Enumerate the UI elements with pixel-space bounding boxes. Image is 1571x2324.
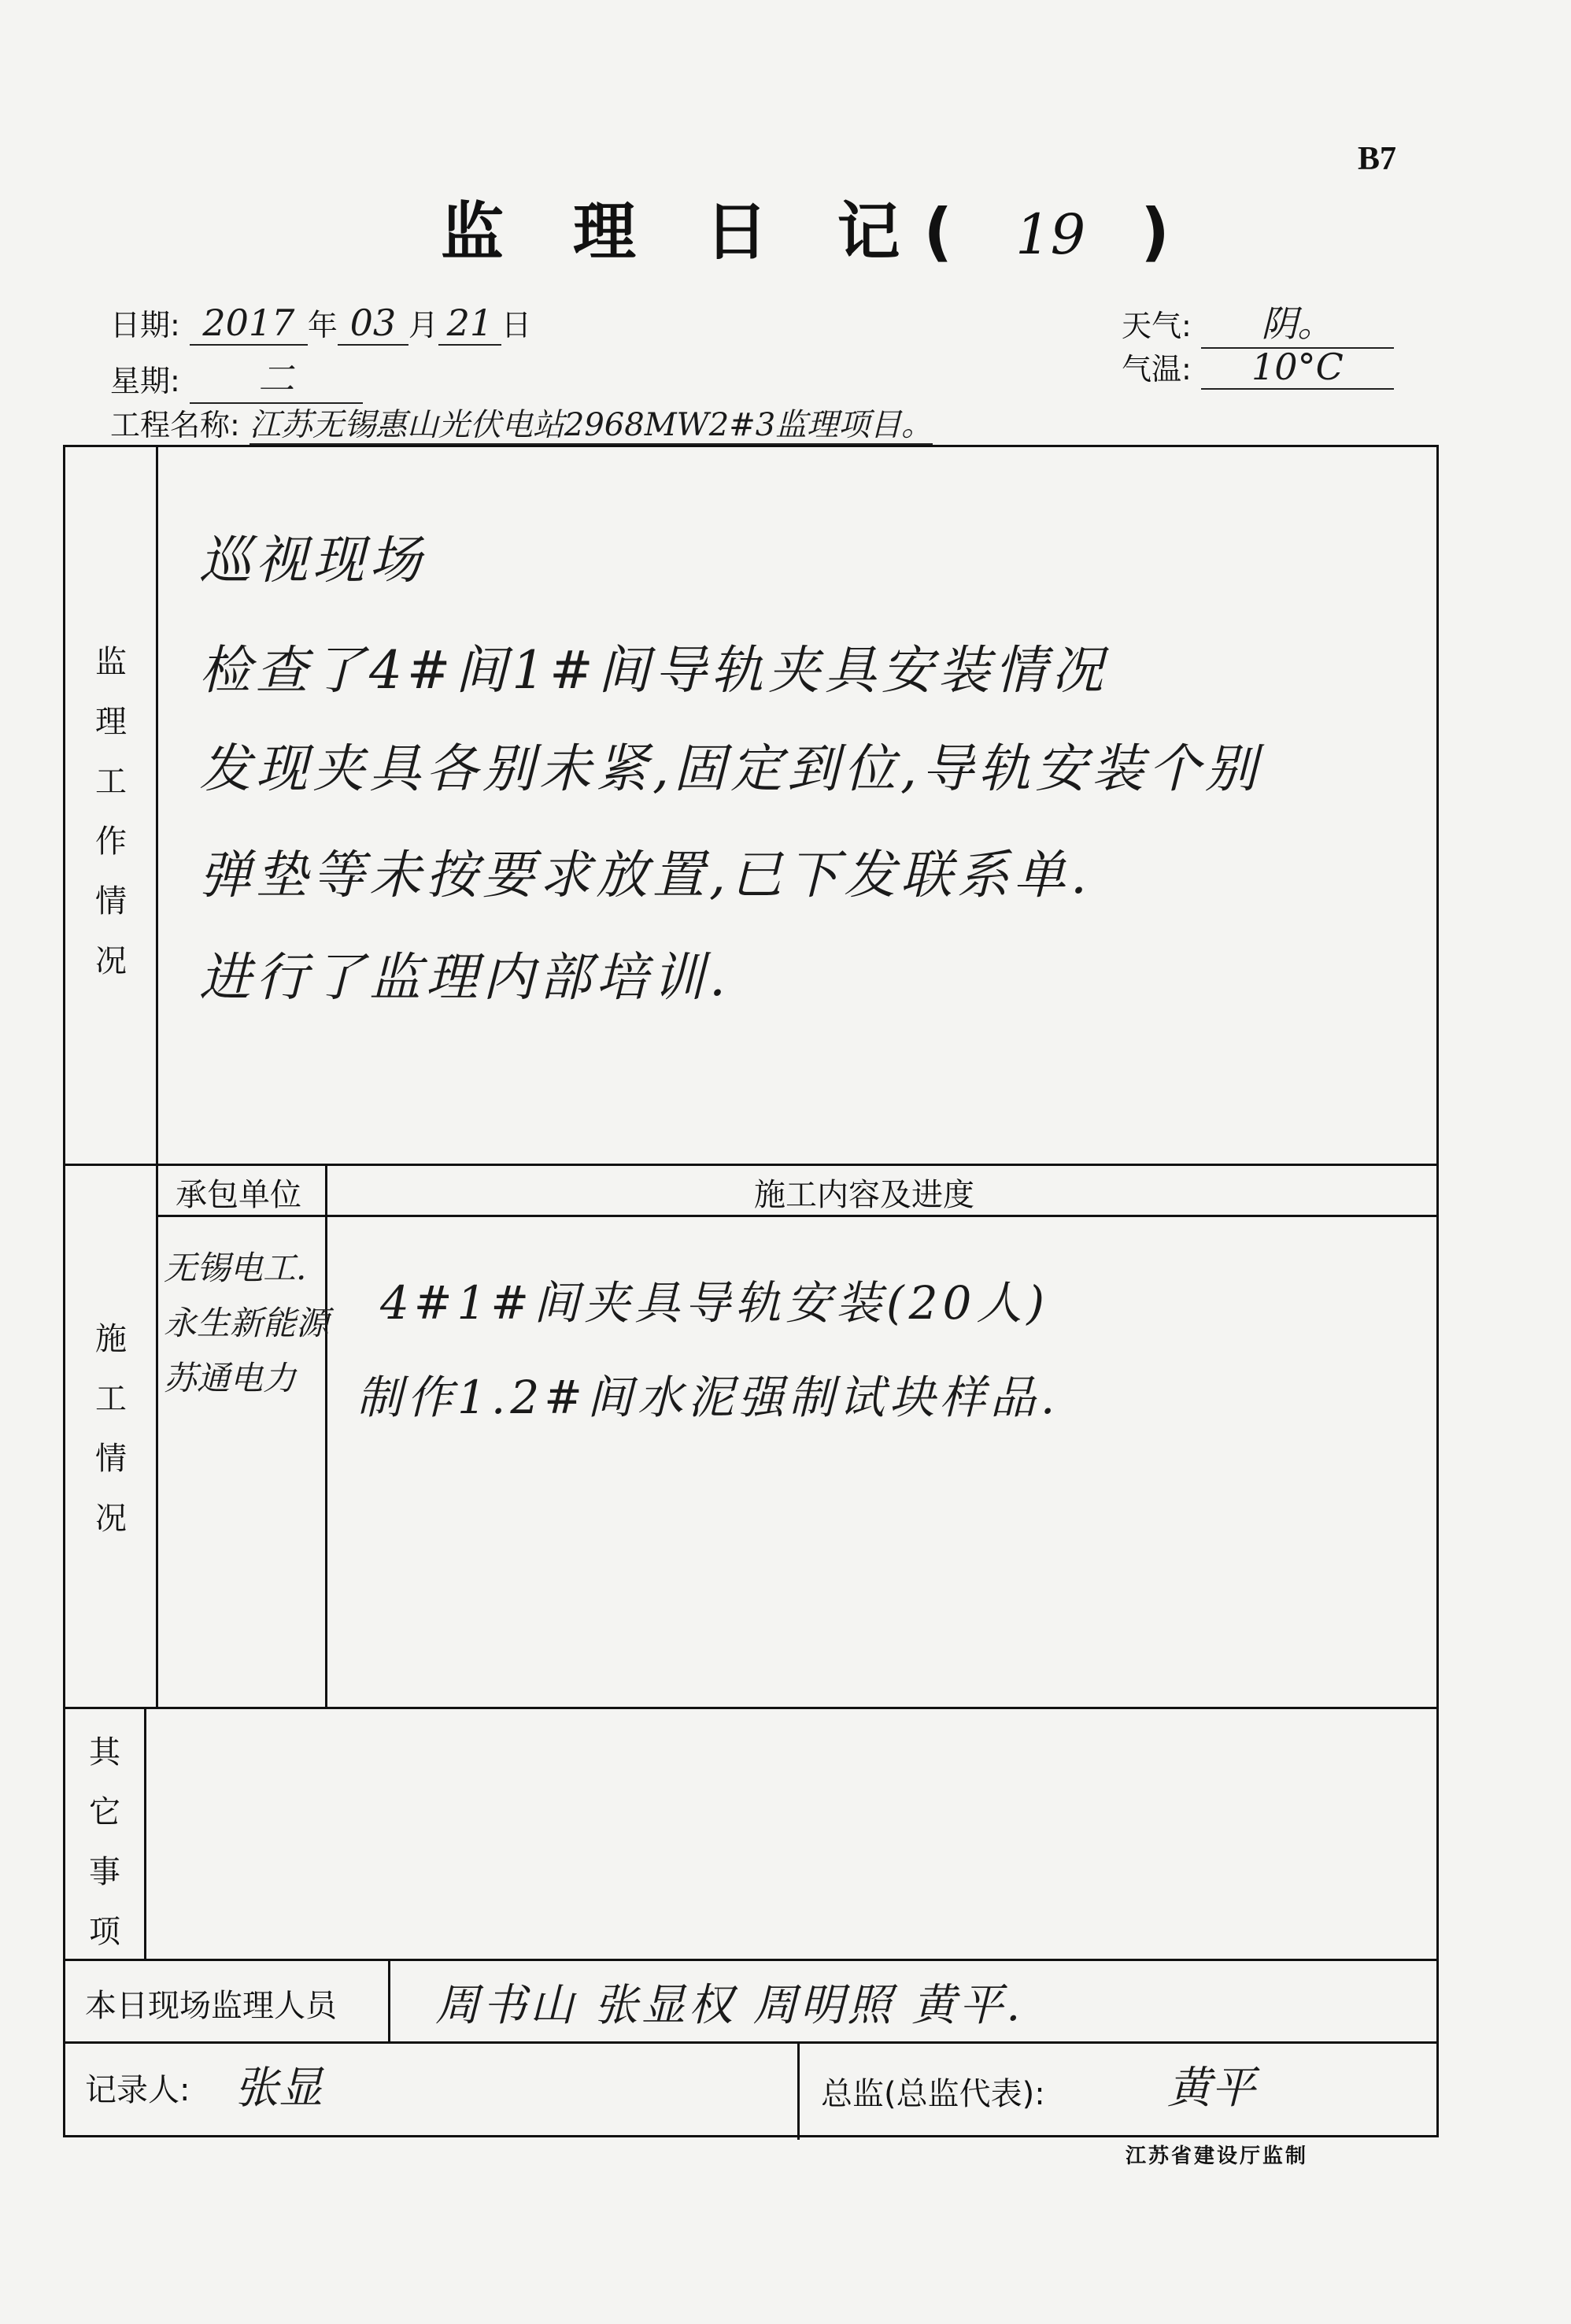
contractor-name: 苏通电力 [164, 1359, 297, 1397]
year-unit: 年 [307, 308, 338, 342]
weather-value: 阴。 [1201, 295, 1394, 349]
rule-footer-split [797, 2041, 800, 2140]
diary-table [63, 445, 1439, 2137]
progress-line: 4#1#间夹具导轨安装(20人) [380, 1276, 1050, 1330]
work-label-char: 作 [95, 823, 127, 860]
work-section-label [87, 632, 135, 991]
diary-number: 19 [1015, 202, 1086, 267]
rule-other-label [144, 1707, 146, 1959]
other-label-char: 其 [89, 1734, 120, 1771]
weekday-row [110, 350, 363, 404]
progress-header: 施工内容及进度 [754, 1177, 974, 1213]
staff-names: 周书山 张显权 周明照 黄平. [435, 1980, 1024, 2031]
issuer-note: 江苏省建设厅监制 [1126, 2145, 1309, 2168]
chief-signature: 黄平 [1167, 2063, 1255, 2114]
date-day: 21 [438, 302, 501, 346]
construction-label-char: 况 [95, 1501, 127, 1537]
date-label: 日期: [110, 308, 180, 342]
project-label: 工程名称: [110, 408, 240, 442]
page-title [441, 181, 1193, 272]
rule-construction-bottom [65, 1707, 1439, 1709]
contractor-header: 承包单位 [176, 1177, 301, 1213]
construction-label-char: 情 [95, 1441, 127, 1477]
recorder-signature: 张显 [235, 2063, 323, 2114]
date-row [110, 301, 531, 346]
other-label-char: 项 [89, 1914, 120, 1950]
work-label-char: 工 [95, 764, 127, 800]
rule-contractor-column [325, 1164, 327, 1707]
work-label-char: 况 [95, 943, 127, 979]
work-line: 检查了4#间1#间导轨夹具安装情况 [199, 640, 1108, 701]
construction-section-label [87, 1309, 135, 1549]
weather-row [1122, 295, 1394, 349]
rule-staff-label [388, 1959, 390, 2041]
construction-label-char: 工 [95, 1381, 127, 1417]
chief-label: 总监(总监代表): [821, 2076, 1045, 2112]
project-row [110, 400, 933, 445]
title-close: ) [1140, 195, 1193, 268]
temp-label: 气温: [1122, 352, 1192, 387]
project-name: 江苏无锡惠山光伏电站2968MW2#3监理项目。 [249, 407, 933, 443]
weekday-value: 二 [190, 350, 363, 404]
work-label-char: 监 [95, 644, 127, 680]
weekday-label: 星期: [110, 364, 180, 398]
staff-label: 本日现场监理人员 [85, 1988, 337, 2024]
form-code: B7 [1358, 141, 1397, 177]
temperature-row [1122, 345, 1394, 390]
other-section-label [81, 1723, 128, 1962]
other-label-char: 它 [89, 1794, 120, 1830]
construction-label-char: 施 [95, 1321, 127, 1357]
rule-construction-header [156, 1215, 1439, 1217]
day-unit: 日 [501, 308, 531, 342]
temp-value: 10°C [1201, 346, 1394, 390]
work-line: 进行了监理内部培训. [199, 947, 730, 1008]
work-line: 发现夹具各别未紧,固定到位,导轨安装个别 [199, 738, 1262, 799]
progress-line: 制作1.2#间水泥强制试块样品. [357, 1371, 1060, 1424]
other-label-char: 事 [89, 1854, 120, 1890]
date-month: 03 [338, 302, 408, 346]
title-text: 监 理 日 记( [441, 195, 977, 268]
month-unit: 月 [408, 308, 438, 342]
contractor-name: 永生新能源 [164, 1304, 330, 1342]
rule-work-bottom [65, 1164, 1439, 1166]
date-year: 2017 [190, 302, 308, 346]
rule-staff-bottom [65, 2041, 1439, 2044]
weather-label: 天气: [1122, 309, 1192, 343]
work-label-char: 理 [95, 704, 127, 740]
recorder-label: 记录人: [85, 2072, 190, 2108]
work-label-char: 情 [95, 883, 127, 920]
contractor-name: 无锡电工. [164, 1249, 307, 1287]
work-line: 弹垫等未按要求放置,已下发联系单. [199, 845, 1092, 905]
work-line: 巡视现场 [199, 530, 426, 590]
rule-label-column [156, 447, 158, 1707]
rule-other-bottom [65, 1959, 1439, 1961]
